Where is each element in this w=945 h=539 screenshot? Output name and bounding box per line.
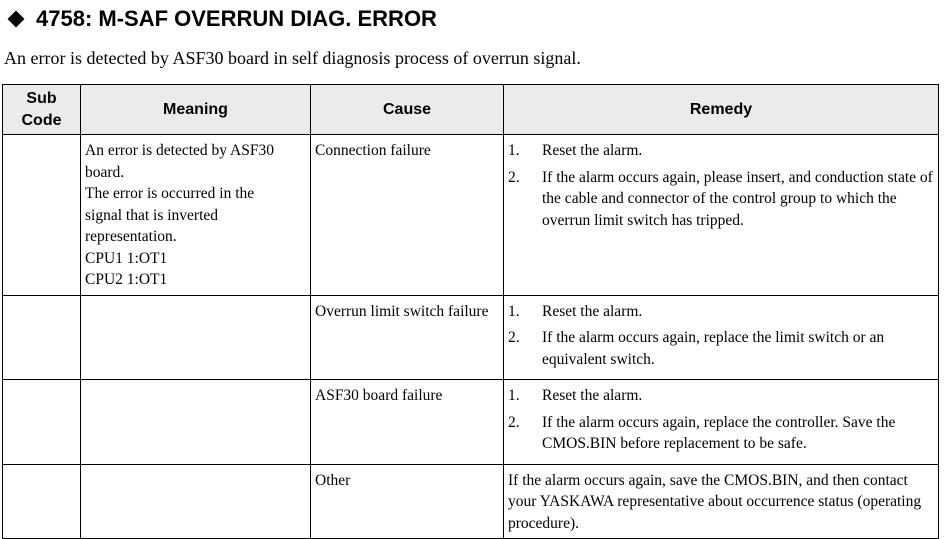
cause-cell: Overrun limit switch failure: [311, 295, 504, 380]
error-title: 4758: M-SAF OVERRUN DIAG. ERROR: [36, 6, 437, 31]
cause-cell: Connection failure: [311, 135, 504, 296]
remedy-step: [508, 327, 934, 370]
remedy-step-number: 2.: [508, 168, 520, 186]
table-row: [3, 295, 939, 380]
remedy-step-text: If the alarm occurs again, please insert, and conduction state of the cable and connector of the control group to which the overrun limit switch has tripped.: [542, 168, 933, 229]
remedy-step: [508, 140, 934, 162]
table-row: [3, 464, 939, 539]
remedy-step: [508, 412, 934, 455]
sub-code-cell: [3, 380, 81, 465]
diamond-bullet-icon: [8, 11, 25, 28]
meaning-cell: [81, 464, 311, 539]
table-row: [3, 135, 939, 296]
remedy-step-number: 1.: [508, 302, 520, 320]
header-sub-code-line1: Sub: [26, 89, 57, 107]
table-row: [3, 380, 939, 465]
remedy-step-number: 1.: [508, 387, 520, 404]
remedy-cell: [504, 295, 939, 380]
meaning-cell: [81, 380, 311, 465]
meaning-line: board.: [85, 163, 125, 181]
alarm-table: [2, 84, 939, 539]
sub-code-cell: [3, 295, 81, 380]
remedy-step-number: 2.: [508, 329, 520, 346]
sub-code-cell: [3, 464, 81, 539]
remedy-step-text: If the alarm occurs again, replace the controller. Save the CMOS.BIN before replacement to be safe.: [542, 413, 896, 452]
header-cause: Cause: [311, 85, 504, 135]
remedy-step-text: Reset the alarm.: [542, 142, 643, 159]
meaning-line: representation.: [85, 228, 177, 245]
meaning-line: CPU1 1:OT1: [85, 249, 168, 267]
table-header-row: [3, 85, 939, 135]
page-title: [4, 4, 437, 34]
remedy-step: [508, 167, 934, 232]
meaning-line: The error is occurred in the: [85, 185, 255, 202]
remedy-step-text: If the alarm occurs again, replace the limit switch or an equivalent switch.: [542, 329, 885, 368]
meaning-line: An error is detected by ASF30: [85, 142, 274, 159]
remedy-step-number: 1.: [508, 142, 520, 159]
meaning-line: CPU2 1:OT1: [85, 271, 168, 288]
remedy-step-text: Reset the alarm.: [542, 387, 643, 404]
cause-cell: ASF30 board failure: [311, 380, 504, 465]
remedy-step-text: Reset the alarm.: [542, 302, 643, 320]
remedy-step-number: 2.: [508, 413, 520, 431]
error-description: An error is detected by ASF30 board in self diagnosis process of overrun signal.: [4, 48, 581, 68]
meaning-cell: [81, 135, 311, 296]
sub-code-cell: [3, 135, 81, 296]
remedy-cell: [504, 135, 939, 296]
cause-cell: Other: [311, 464, 504, 539]
header-remedy: Remedy: [504, 85, 939, 135]
meaning-line: signal that is inverted: [85, 206, 219, 224]
remedy-step: [508, 301, 934, 323]
remedy-cell: If the alarm occurs again, save the CMOS.BIN, and then contact your YASKAWA representative about occurrence status (operating procedure).: [504, 464, 939, 539]
remedy-cell: [504, 380, 939, 465]
meaning-cell: [81, 295, 311, 380]
remedy-step: [508, 385, 934, 407]
header-meaning: Meaning: [81, 85, 311, 135]
header-sub-code: [3, 85, 81, 135]
header-sub-code-line2: Code: [21, 111, 62, 129]
